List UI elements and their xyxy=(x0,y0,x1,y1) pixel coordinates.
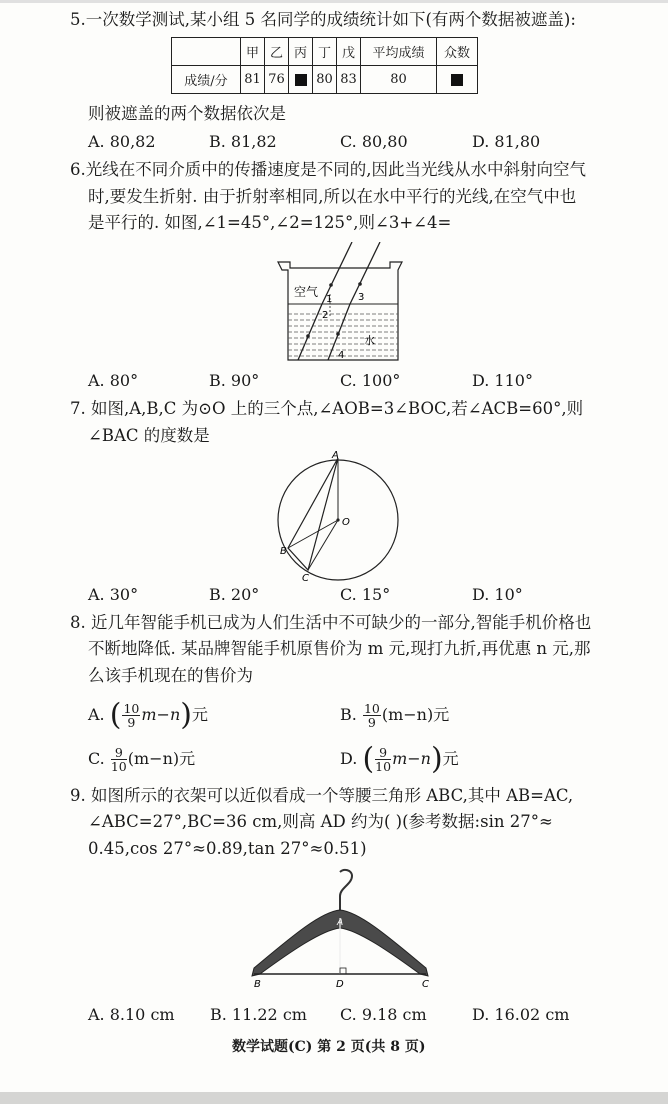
numerator: 10 xyxy=(363,701,380,716)
option-label: C. xyxy=(88,749,105,768)
denominator: 10 xyxy=(375,759,392,774)
option-label: A. xyxy=(88,705,105,724)
fraction xyxy=(111,746,127,773)
expression: (m−n)元 xyxy=(381,705,450,724)
q5-stem: 5.一次数学测试,某小组 5 名同学的成绩统计如下(有两个数据被遮盖): xyxy=(70,10,576,29)
angle-4-label: 4 xyxy=(338,350,345,361)
table-cell-masked xyxy=(437,66,478,94)
angle-1-label: 1 xyxy=(326,294,333,305)
point-b-label: B xyxy=(254,979,261,990)
unit: 元 xyxy=(191,705,208,724)
table-cell: 83 xyxy=(337,66,361,94)
q9-option-c: C. 9.18 cm xyxy=(340,1005,427,1024)
table-cell: 80 xyxy=(361,66,437,94)
numerator: 9 xyxy=(111,746,127,760)
fraction xyxy=(122,702,140,729)
light-ray-1 xyxy=(298,242,352,360)
paren-close: ) xyxy=(430,741,443,777)
q7-circle-figure xyxy=(272,448,412,584)
q6-option-c: C. 100° xyxy=(340,371,401,390)
fraction xyxy=(363,702,381,729)
center-dot xyxy=(336,518,339,521)
right-angle-mark xyxy=(340,968,346,974)
numerator: 10 xyxy=(123,701,140,716)
paren-close: ) xyxy=(180,697,192,733)
table-row-label: 成绩/分 xyxy=(172,66,241,94)
q9-option-d: D. 16.02 cm xyxy=(472,1005,570,1024)
paren-open: ( xyxy=(109,697,122,733)
hanger-hook xyxy=(340,870,352,916)
q9-option-b: B. 11.22 cm xyxy=(210,1005,307,1024)
q7-line-2: ∠BAC 的度数是 xyxy=(88,426,210,445)
q7-option-c: C. 15° xyxy=(340,585,391,604)
point-a-label: A xyxy=(332,450,339,461)
q5-option-d: D. 81,80 xyxy=(472,132,541,151)
table-header-cell: 丁 xyxy=(313,38,337,66)
triangle-abc xyxy=(288,458,338,570)
option-label: B. xyxy=(340,705,357,724)
point-c-label: C xyxy=(302,573,309,584)
q6-line-2: 时,要发生折射. 由于折射率相同,所以在水中平行的光线,在空气中也 xyxy=(88,187,577,206)
q7-line-1: 7. 如图,A,B,C 为⊙O 上的三个点,∠AOB=3∠BOC,若∠ACB=60°,则 xyxy=(70,399,584,418)
fraction xyxy=(375,746,391,773)
table-header-cell: 平均成绩 xyxy=(361,38,437,66)
point-c-label: C xyxy=(422,979,429,990)
table-header-cell: 戊 xyxy=(337,38,361,66)
table-header-cell: 众数 xyxy=(437,38,478,66)
q5-option-c: C. 80,80 xyxy=(340,132,408,151)
q9-line-3: 0.45,cos 27°≈0.89,tan 27°≈0.51) xyxy=(88,839,367,858)
expression: m−n xyxy=(141,705,181,724)
angle-2-label: 2 xyxy=(322,310,329,321)
point-d-label: D xyxy=(336,979,344,990)
q8-line-2: 不断地降低. 某品牌智能手机原售价为 m 元,现打九折,再优惠 n 元,那 xyxy=(88,639,591,658)
q8-option-a xyxy=(88,697,208,733)
ray-dot xyxy=(306,334,310,338)
q5-ask: 则被遮盖的两个数据依次是 xyxy=(88,104,286,123)
q7-option-a: A. 30° xyxy=(88,585,139,604)
q5-score-table xyxy=(171,37,478,94)
denominator: 10 xyxy=(110,759,127,774)
paren-open: ( xyxy=(362,741,375,777)
mask-block-icon xyxy=(295,74,307,86)
q8-line-1: 8. 近几年智能手机已成为人们生活中不可缺少的一部分,智能手机价格也 xyxy=(70,613,592,632)
expression: m−n xyxy=(392,749,431,768)
point-a-label: A xyxy=(337,918,344,928)
q6-beaker-figure xyxy=(270,242,410,370)
angle-3-label: 3 xyxy=(358,292,365,303)
table-cell-masked xyxy=(289,66,313,94)
point-b-label: B xyxy=(280,546,287,557)
q6-option-a: A. 80° xyxy=(88,371,139,390)
page-top-edge xyxy=(0,0,668,3)
air-label: 空气 xyxy=(294,285,319,299)
q7-option-b: B. 20° xyxy=(209,585,260,604)
ray-dot xyxy=(358,282,362,286)
q8-option-d xyxy=(340,741,459,777)
page-footer: 数学试题(C) 第 2 页(共 8 页) xyxy=(232,1039,426,1055)
ray-dot xyxy=(329,283,333,287)
unit: 元 xyxy=(442,749,459,768)
q8-option-c xyxy=(88,746,195,773)
point-o-label: O xyxy=(342,517,350,528)
table-header-cell xyxy=(172,38,241,66)
segment-oc xyxy=(308,520,338,570)
numerator: 9 xyxy=(375,746,391,760)
q6-line-3: 是平行的. 如图,∠1=45°,∠2=125°,则∠3+∠4= xyxy=(88,213,452,232)
water-label: 水 xyxy=(364,334,375,347)
ray-dot xyxy=(336,332,340,336)
mask-block-icon xyxy=(451,74,463,86)
option-label: D. xyxy=(340,749,358,768)
table-cell: 80 xyxy=(313,66,337,94)
table-header-cell: 甲 xyxy=(241,38,265,66)
q7-option-d: D. 10° xyxy=(472,585,523,604)
q8-line-3: 么该手机现在的售价为 xyxy=(88,666,253,685)
denominator: 9 xyxy=(127,715,136,730)
table-header-cell: 丙 xyxy=(289,38,313,66)
q9-line-1: 9. 如图所示的衣架可以近似看成一个等腰三角形 ABC,其中 AB=AC, xyxy=(70,786,574,805)
beaker-outline xyxy=(278,262,402,360)
q6-option-d: D. 110° xyxy=(472,371,533,390)
bottom-edge-bar xyxy=(0,1092,668,1104)
q9-line-2: ∠ABC=27°,BC=36 cm,则高 AD 约为( )(参考数据:sin 27°≈ xyxy=(88,812,553,831)
q9-option-a: A. 8.10 cm xyxy=(88,1005,175,1024)
q9-hanger-figure xyxy=(240,868,440,994)
q5-option-b: B. 81,82 xyxy=(209,132,277,151)
table-header-cell: 乙 xyxy=(265,38,289,66)
table-cell: 81 xyxy=(241,66,265,94)
q8-option-b xyxy=(340,702,449,729)
denominator: 9 xyxy=(367,715,376,730)
q5-option-a: A. 80,82 xyxy=(88,132,156,151)
q6-line-1: 6.光线在不同介质中的传播速度是不同的,因此当光线从水中斜射向空气 xyxy=(70,160,586,179)
q6-option-b: B. 90° xyxy=(209,371,260,390)
expression: (m−n)元 xyxy=(127,749,196,768)
table-cell: 76 xyxy=(265,66,289,94)
